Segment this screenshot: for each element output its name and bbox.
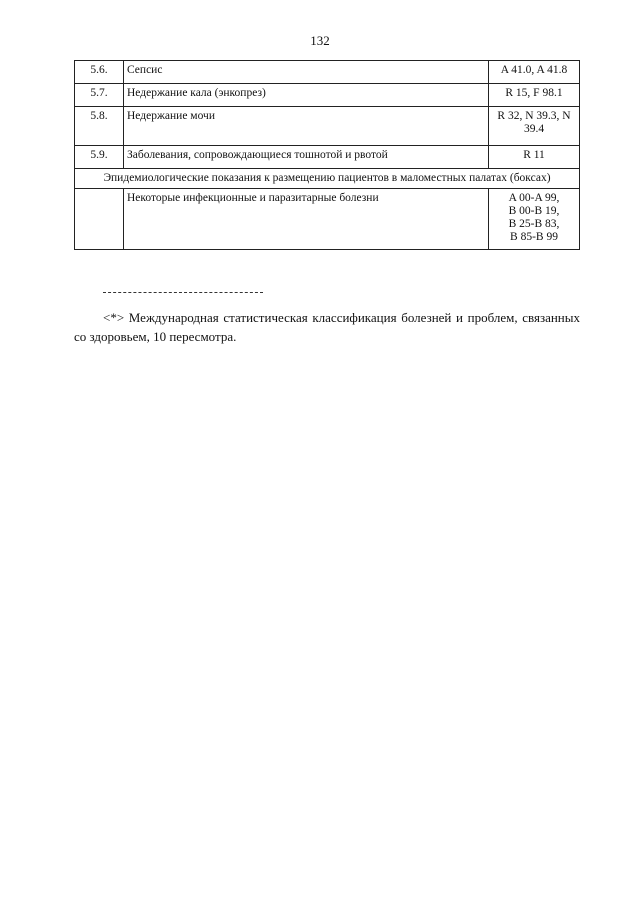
row-number: 5.7. (75, 84, 124, 107)
row-name: Недержание кала (энкопрез) (124, 84, 489, 107)
row-name: Некоторые инфекционные и паразитарные болезни (124, 189, 489, 250)
footnote-text: <*> Международная статистическая классификация болезней и проблем, связанных со здоровьем, 10 пересмотра. (74, 310, 580, 344)
code-line: B 85-B 99 (510, 231, 558, 243)
row-code-list (489, 189, 580, 250)
footnote-divider (103, 292, 263, 293)
row-number: 5.8. (75, 107, 124, 146)
row-name: Сепсис (124, 61, 489, 84)
row-code: R 32, N 39.3, N 39.4 (489, 107, 580, 146)
table-row (75, 84, 580, 107)
row-code: R 15, F 98.1 (489, 84, 580, 107)
row-code: R 11 (489, 146, 580, 169)
code-line: B 00-B 19, (508, 205, 560, 217)
table-row (75, 189, 580, 250)
code-line: A 00-A 99, (508, 192, 560, 204)
section-header-row (75, 169, 580, 189)
table-row (75, 146, 580, 169)
row-name: Недержание мочи (124, 107, 489, 146)
table-row (75, 107, 580, 146)
section-header: Эпидемиологические показания к размещению пациентов в маломестных палатах (боксах) (75, 169, 580, 189)
page-number: 132 (310, 33, 330, 48)
row-number: 5.9. (75, 146, 124, 169)
table-row (75, 61, 580, 84)
row-number: 5.6. (75, 61, 124, 84)
diagnosis-table (74, 60, 580, 250)
row-code: A 41.0, A 41.8 (489, 61, 580, 84)
row-name: Заболевания, сопровождающиеся тошнотой и рвотой (124, 146, 489, 169)
row-number (75, 189, 124, 250)
code-line: B 25-B 83, (508, 218, 560, 230)
